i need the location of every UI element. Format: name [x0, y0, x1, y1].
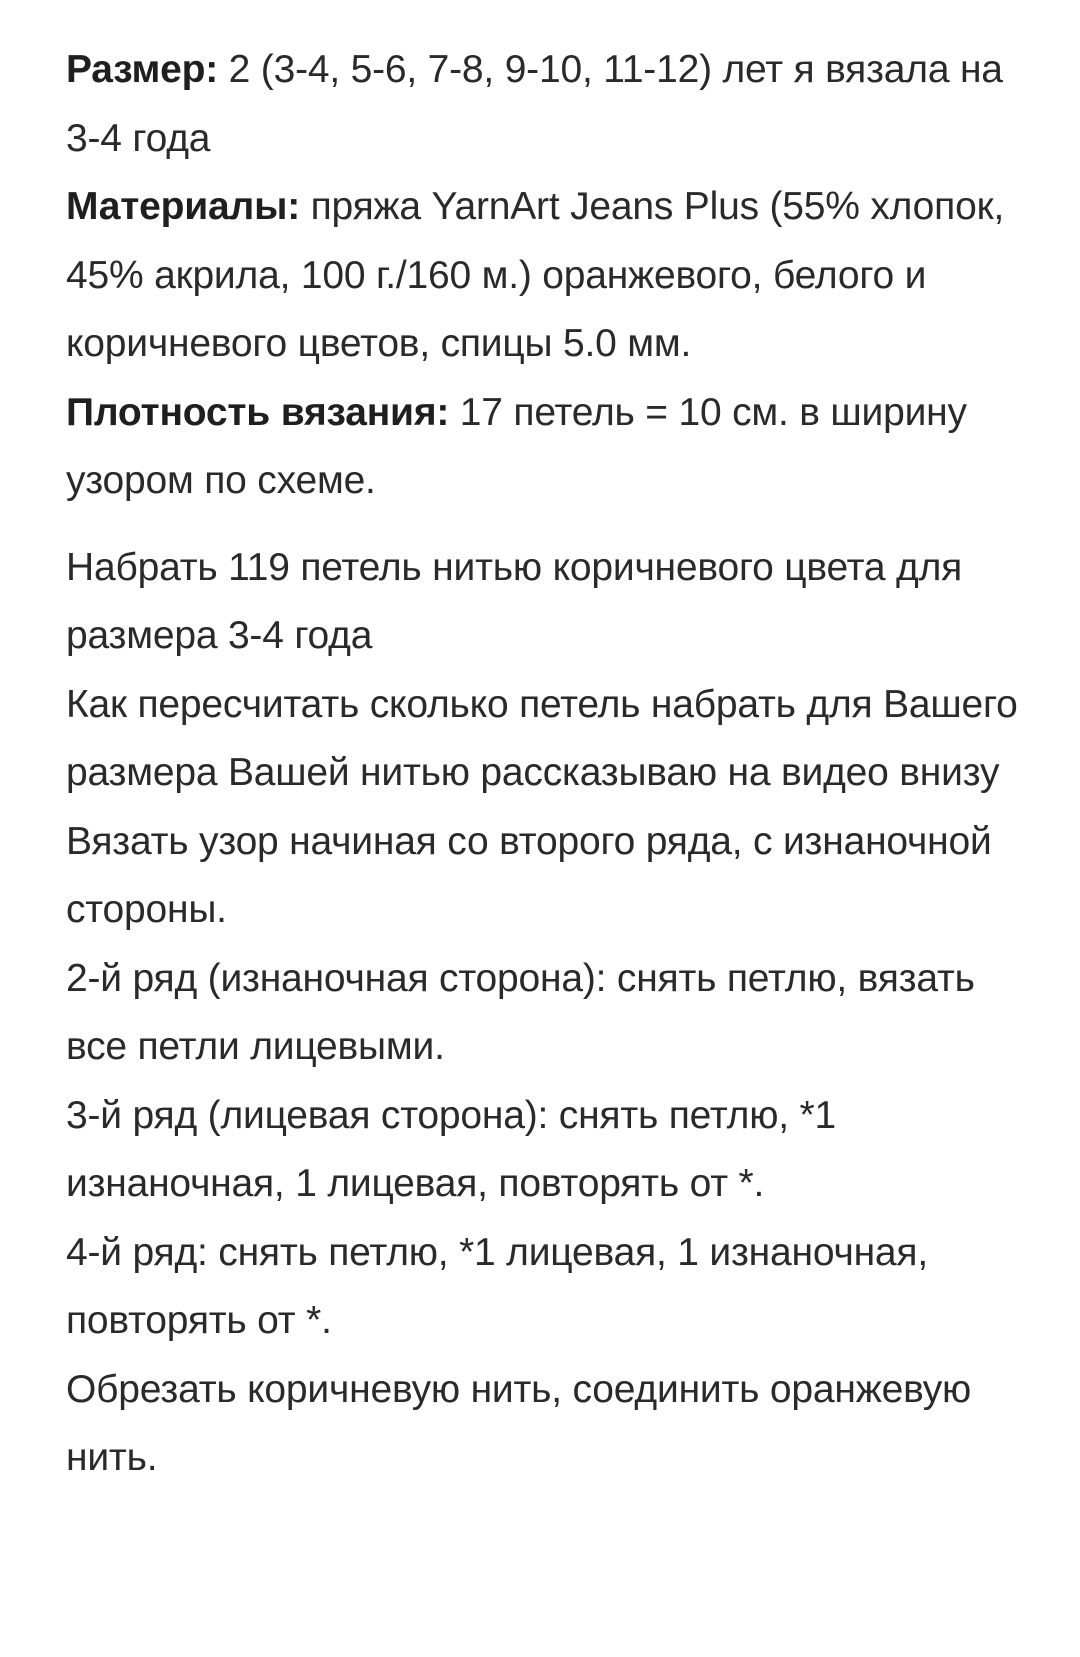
pattern-document [66, 36, 1026, 1493]
paragraph-spacer [66, 516, 1026, 534]
gauge-text: 17 петель = 10 см. в ширину узором по схеме. [66, 390, 967, 502]
materials-paragraph [66, 173, 1026, 379]
color-change-paragraph: Обрезать коричневую нить, соединить оранжевую нить. [66, 1367, 972, 1479]
materials-text: пряжа YarnArt Jeans Plus (55% хлопок, 45% акрила, 100 г./160 м.) оранжевого, белого и коричневого цветов, спицы 5.0 мм. [66, 185, 1005, 365]
size-label: Размер: [66, 48, 219, 91]
row-3-paragraph: 3-й ряд (лицевая сторона): снять петлю, *1 изнаночная, 1 лицевая, повторять от *. [66, 1093, 837, 1205]
pattern-start-paragraph: Вязать узор начиная со второго ряда, с изнаночной стороны. [66, 819, 992, 931]
recalc-paragraph: Как пересчитать сколько петель набрать для Вашего размера Вашей нитью рассказываю на видео внизу [66, 682, 1018, 794]
gauge-label: Плотность вязания: [66, 390, 450, 434]
materials-label: Материалы: [66, 185, 300, 228]
size-paragraph [66, 36, 1026, 173]
size-text: 2 (3-4, 5-6, 7-8, 9-10, 11-12) лет я вязала на 3-4 года [66, 48, 1003, 160]
gauge-paragraph [66, 379, 1026, 516]
cast-on-paragraph: Набрать 119 петель нитью коричневого цвета для размера 3-4 года [66, 545, 963, 657]
row-4-paragraph: 4-й ряд: снять петлю, *1 лицевая, 1 изнаночная, повторять от *. [66, 1230, 928, 1342]
row-2-paragraph: 2-й ряд (изнаночная сторона): снять петлю, вязать все петли лицевыми. [66, 956, 975, 1068]
